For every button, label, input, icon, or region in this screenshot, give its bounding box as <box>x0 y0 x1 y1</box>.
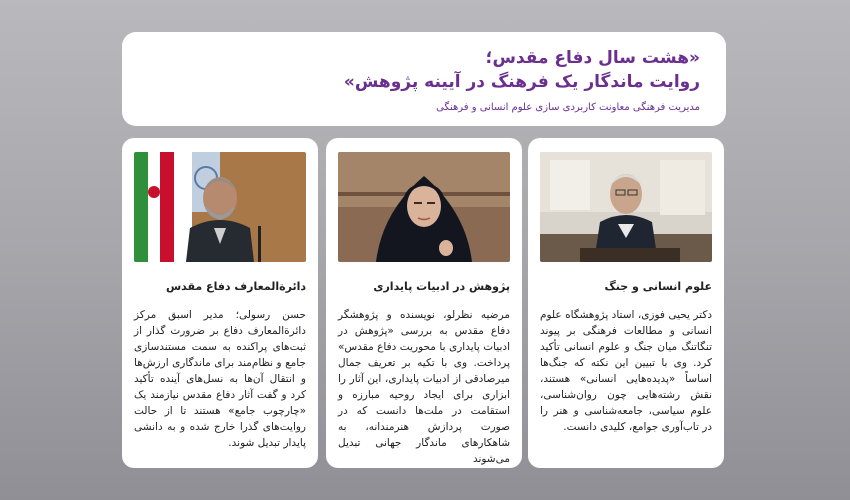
card-photo-nazarlou <box>338 152 510 262</box>
card-title: پژوهش در ادبیات پایداری <box>373 280 510 293</box>
card-title: علوم انسانی و جنگ <box>604 280 712 293</box>
card-body: حسن رسولی؛ مدیر اسبق مرکز دائرةالمعارف دفاع بر ضرورت گذار از ثبت‌های پراکنده به سمت مستندسازی جامع و نظام‌مند برای ماندگاری ارزش‌ها و انتقال آن‌ها به نسل‌های آینده تأکید کرد و گفت آثار دفاع مقدس نیازمند یک «چارچوب جامع» هستند تا از حالت روایت‌های گذرا خارج شده و به دانشی پایدار تبدیل شوند. <box>134 309 306 449</box>
page-subtitle: مدیریت فرهنگی معاونت کاربردی سازی علوم انسانی و فرهنگی <box>436 102 700 113</box>
page-title-line2: روایت ماندگار یک فرهنگ در آیینه پژوهش» <box>343 72 700 92</box>
card-body: دکتر یحیی فوزی، استاد پژوهشگاه علوم انسانی و مطالعات فرهنگی بر پیوند تنگاتنگ میان جنگ و علوم انسانی تأکید کرد. وی با تبیین این نکته که جنگ‌ها اساساً «پدیده‌هایی انسانی» هستند، نقش رشته‌هایی چون روان‌شناسی، علوم سیاسی، جامعه‌شناسی و هنر را در تاب‌آوری جوامع، کلیدی دانست. <box>540 309 712 433</box>
card-body: مرضیه نظرلو، نویسنده و پژوهشگر دفاع مقدس به بررسی «پژوهش در ادبیات پایداری با محوریت دفاع مقدس» پرداخت. وی با تکیه بر تعریف جمال میرصادقی از ادبیات پایداری، این آثار را ابزاری برای ایجاد روحیه مبارزه و استقامت در ملت‌ها دانست که در صورت پردازش هنرمندانه، به شاهکارهای ماندگار جهانی تبدیل می‌شوند <box>338 309 510 465</box>
page-title-line1: «هشت سال دفاع مقدس؛ <box>485 48 700 68</box>
card-title: دائرةالمعارف دفاع مقدس <box>165 280 306 293</box>
card-encyclopedia <box>122 138 318 468</box>
card-resistance-literature <box>326 138 522 468</box>
card-photo-fozi <box>540 152 712 262</box>
header-banner <box>122 32 726 126</box>
card-photo-rasouli <box>134 152 306 262</box>
card-humanities-war <box>528 138 724 468</box>
